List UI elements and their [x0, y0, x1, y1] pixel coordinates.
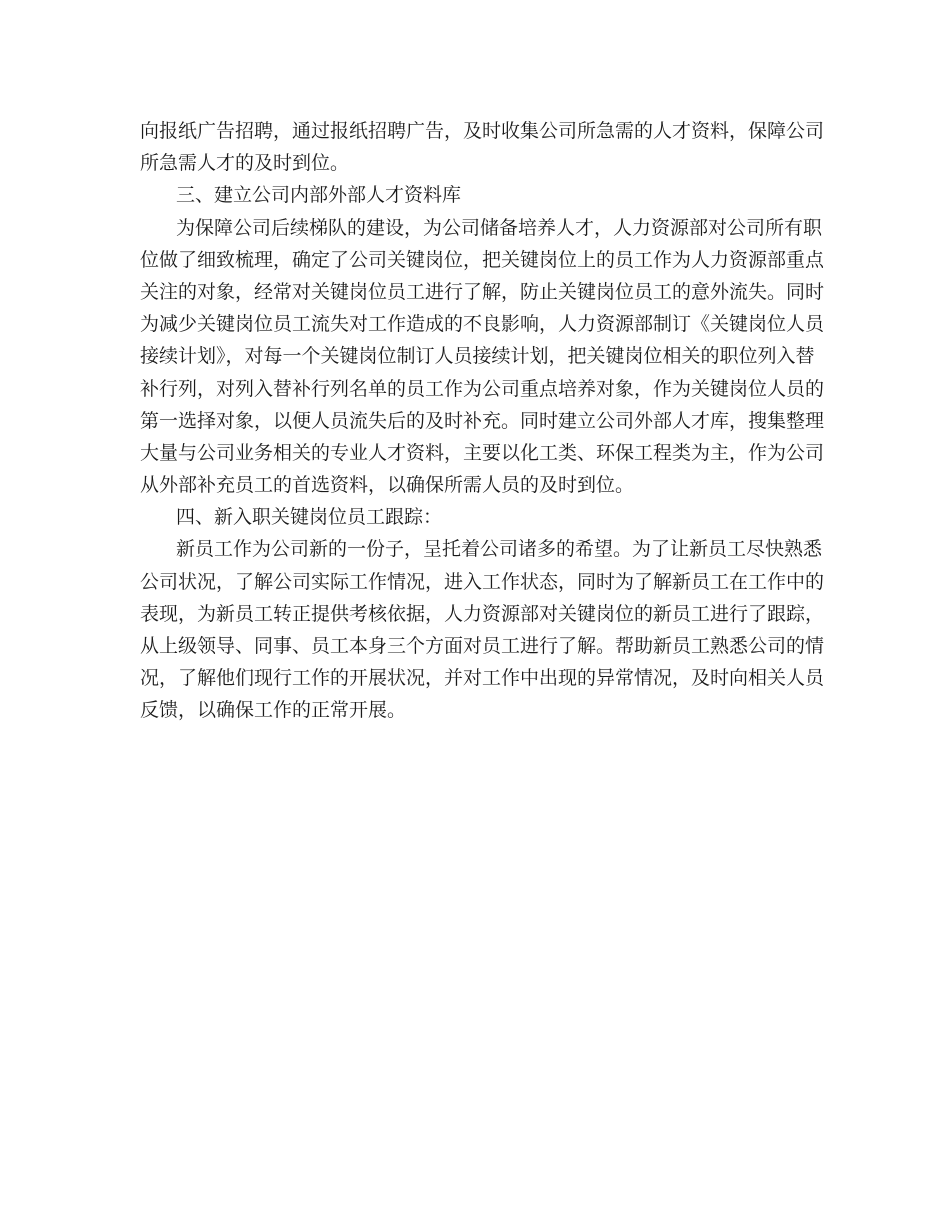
text-line: 新员工作为公司新的一份子，呈托着公司诸多的希望。为了让新员工尽快熟悉	[176, 538, 823, 561]
text-line: 为减少关键岗位员工流失对工作造成的不良影响，人力资源部制订《关键岗位人员	[140, 313, 825, 336]
paragraph-recruitment-continuation	[140, 115, 825, 179]
text-line: 所急需人才的及时到位。	[140, 152, 350, 175]
text-line: 反馈，以确保工作的正常开展。	[140, 699, 407, 722]
text-line: 公司状况，了解公司实际工作情况，进入工作状态，同时为了解新员工在工作中的	[140, 570, 825, 593]
paragraph-talent-database	[140, 212, 825, 502]
text-line: 接续计划》，对每一个关键岗位制订人员接续计划，把关键岗位相关的职位列入替	[140, 345, 815, 368]
text-line: 表现，为新员工转正提供考核依据，人力资源部对关键岗位的新员工进行了跟踪，	[140, 602, 825, 625]
text-line: 从上级领导、同事、员工本身三个方面对员工进行了解。帮助新员工熟悉公司的情	[140, 635, 825, 657]
text-line: 为保障公司后续梯队的建设，为公司储备培养人才，人力资源部对公司所有职	[176, 216, 823, 239]
text-line: 补行列，对列入替补行列名单的员工作为公司重点培养对象，作为关键岗位人员的	[140, 377, 825, 400]
text-line: 况，了解他们现行工作的开展状况，并对工作中出现的异常情况，及时向相关人员	[140, 667, 825, 690]
text-line: 第一选择对象，以便人员流失后的及时补充。同时建立公司外部人才库，搜集整理	[140, 409, 825, 432]
section-heading-talent-database: 三、建立公司内部外部人才资料库	[176, 184, 462, 207]
text-line: 关注的对象，经常对关键岗位员工进行了解，防止关键岗位员工的意外流失。同时	[140, 280, 825, 303]
text-line: 向报纸广告招聘，通过报纸招聘广告，及时收集公司所急需的人才资料，保障公司	[140, 120, 825, 142]
text-line: 大量与公司业务相关的专业人才资料，主要以化工类、环保工程类为主，作为公司	[140, 441, 825, 464]
text-line: 从外部补充员工的首选资料，以确保所需人员的及时到位。	[140, 474, 635, 497]
text-line: 位做了细致梳理，确定了公司关键岗位，把关键岗位上的员工作为人力资源部重点	[140, 248, 825, 271]
paragraph-new-hire-tracking	[140, 533, 825, 726]
section-heading-new-hire-tracking: 四、新入职关键岗位员工跟踪：	[176, 506, 443, 529]
document-body	[140, 115, 825, 727]
